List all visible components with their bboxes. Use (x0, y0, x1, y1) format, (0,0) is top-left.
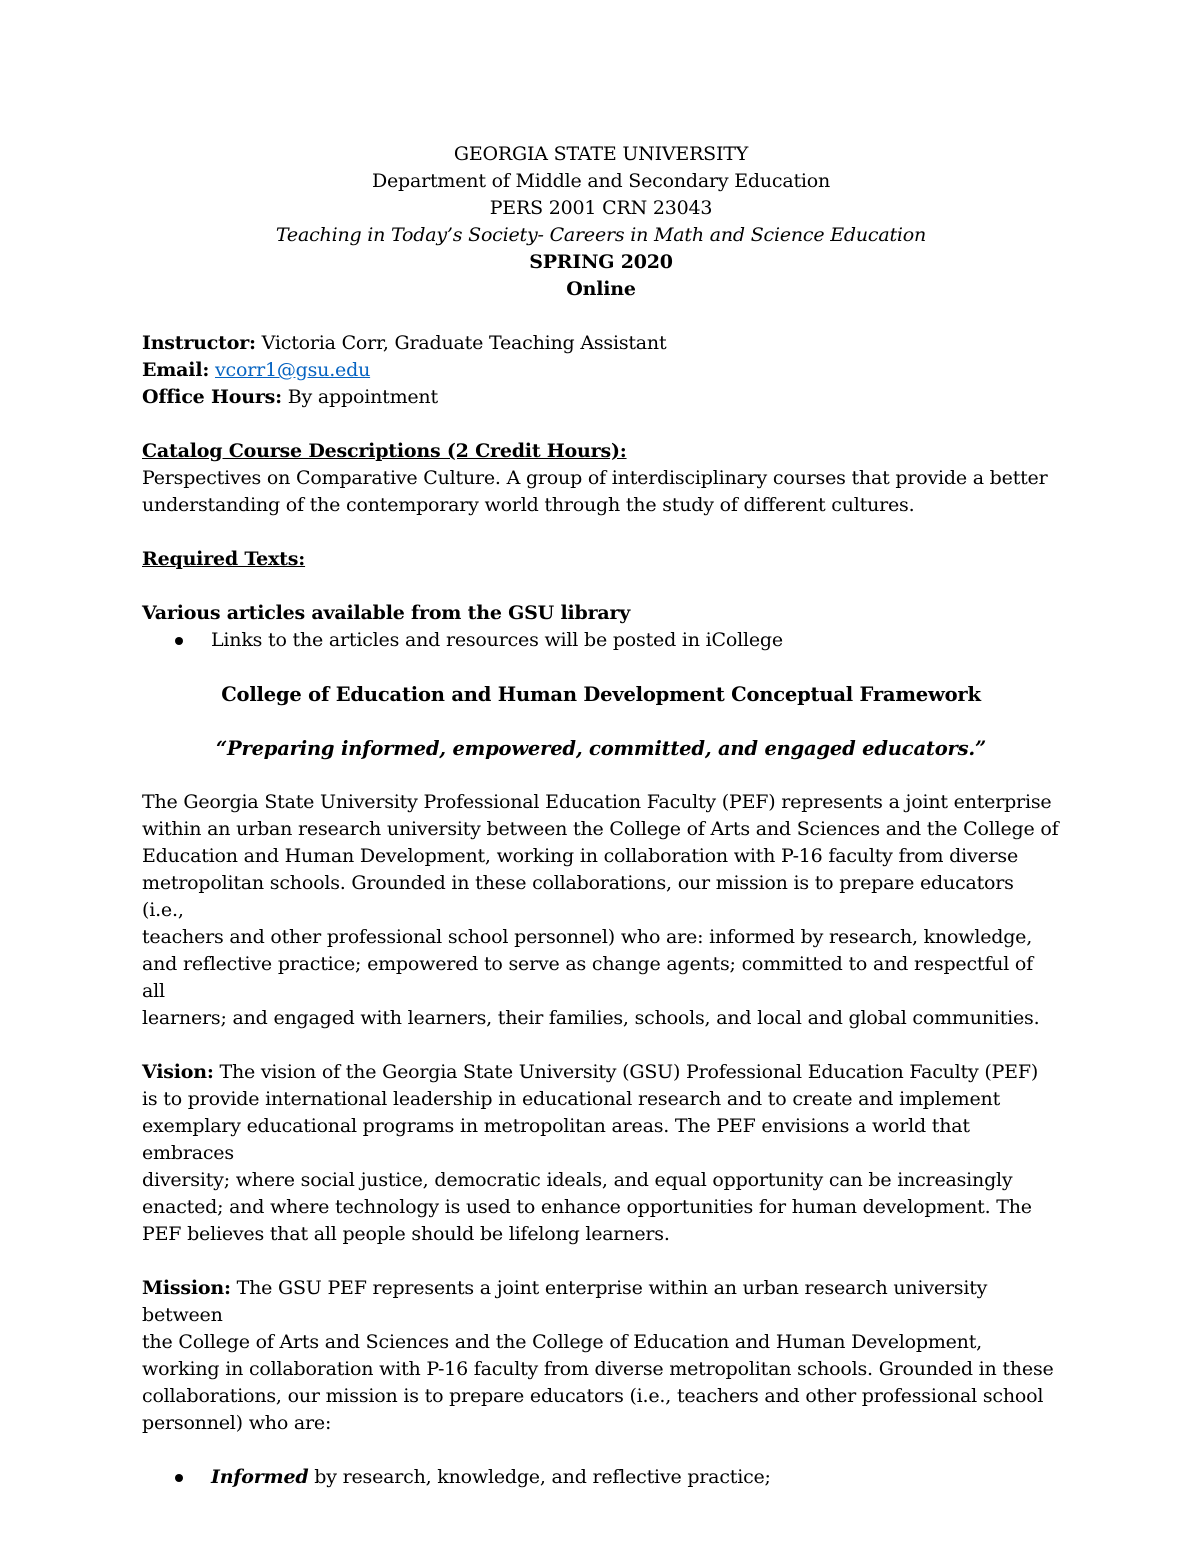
list-item (142, 1464, 1060, 1491)
catalog-heading: Catalog Course Descriptions (2 Credit Hours): (142, 440, 627, 462)
paragraph-line: personnel) who are: (142, 1412, 332, 1434)
course-code: PERS 2001 CRN 23043 (489, 197, 713, 219)
email-link[interactable]: vcorr1@gsu.edu (215, 359, 371, 381)
department-name: Department of Middle and Secondary Education (371, 170, 831, 192)
mission-first-line: The GSU PEF represents a joint enterprise within an urban research university between (142, 1277, 988, 1326)
spacer (142, 573, 1060, 600)
spacer (142, 1437, 1060, 1464)
spacer (142, 519, 1060, 546)
term: SPRING 2020 (529, 251, 673, 273)
paragraph-line: Education and Human Development, working in collaboration with P-16 faculty from diverse (142, 845, 1019, 867)
paragraph-line: is to provide international leadership in educational research and to create and implement (142, 1088, 1001, 1110)
required-texts-heading: Required Texts: (142, 548, 306, 570)
course-format: Online (566, 278, 636, 300)
articles-subheading: Various articles available from the GSU library (142, 602, 631, 624)
instructor-value: Victoria Corr, Graduate Teaching Assistant (255, 332, 667, 354)
spacer (142, 654, 1060, 681)
framework-motto: “Preparing informed, empowered, committed, and engaged educators.” (216, 737, 986, 760)
office-hours-line (142, 384, 1060, 411)
syllabus-page (142, 141, 1060, 1491)
office-hours-label: Office Hours: (142, 386, 282, 408)
bullet-icon (175, 1474, 183, 1482)
vision-paragraph (142, 1059, 1060, 1248)
spacer (142, 1248, 1060, 1275)
catalog-line: Perspectives on Comparative Culture. A group of interdisciplinary courses that provide a better (142, 467, 1048, 489)
paragraph-line: collaborations, our mission is to prepare educators (i.e., teachers and other professional school (142, 1385, 1044, 1407)
catalog-line: understanding of the contemporary world through the study of different cultures. (142, 494, 915, 516)
office-hours-value: By appointment (281, 386, 438, 408)
framework-paragraph (142, 789, 1060, 1032)
paragraph-line: teachers and other professional school personnel) who are: informed by research, knowledge, (142, 926, 1033, 948)
spacer (142, 708, 1060, 735)
bullet-icon (175, 637, 183, 645)
paragraph-line: enacted; and where technology is used to enhance opportunities for human development. The (142, 1196, 1032, 1218)
mission-label: Mission: (142, 1277, 231, 1299)
instructor-line (142, 330, 1060, 357)
spacer (142, 1032, 1060, 1059)
course-title: Teaching in Today’s Society- Careers in Math and Science Education (275, 224, 927, 246)
paragraph-line (142, 1059, 1060, 1086)
paragraph-line: exemplary educational programs in metropolitan areas. The PEF envisions a world that embraces (142, 1115, 970, 1164)
university-name: GEORGIA STATE UNIVERSITY (453, 143, 749, 165)
email-line (142, 357, 1060, 384)
paragraph-line: metropolitan schools. Grounded in these collaborations, our mission is to prepare educators (i.e., (142, 872, 1014, 921)
vision-first-line: The vision of the Georgia State University (GSU) Professional Education Faculty (PEF) (213, 1061, 1039, 1083)
paragraph-line: the College of Arts and Sciences and the College of Education and Human Development, (142, 1331, 982, 1353)
spacer (142, 303, 1060, 330)
vision-label: Vision: (142, 1061, 214, 1083)
paragraph-line: The Georgia State University Professional Education Faculty (PEF) represents a joint enterprise (142, 791, 1052, 813)
paragraph-line: and reflective practice; empowered to serve as change agents; committed to and respectful of all (142, 953, 1033, 1002)
mission-paragraph (142, 1275, 1060, 1437)
spacer (142, 762, 1060, 789)
paragraph-line: within an urban research university between the College of Arts and Sciences and the College of (142, 818, 1059, 840)
list-item-text: Links to the articles and resources will be posted in iCollege (211, 629, 783, 651)
framework-title: College of Education and Human Development Conceptual Framework (221, 683, 981, 706)
email-label: Email: (142, 359, 210, 381)
spacer (142, 411, 1060, 438)
paragraph-line: working in collaboration with P-16 faculty from diverse metropolitan schools. Grounded in these (142, 1358, 1054, 1380)
instructor-label: Instructor: (142, 332, 256, 354)
paragraph-line (142, 1275, 1060, 1329)
paragraph-line: learners; and engaged with learners, their families, schools, and local and global communities. (142, 1007, 1040, 1029)
paragraph-line: diversity; where social justice, democratic ideals, and equal opportunity can be increasingly (142, 1169, 1013, 1191)
mission-bullet-text: by research, knowledge, and reflective practice; (308, 1466, 771, 1488)
paragraph-line: PEF believes that all people should be lifelong learners. (142, 1223, 670, 1245)
mission-bullet-term: Informed (211, 1466, 309, 1488)
list-item (142, 627, 1060, 654)
